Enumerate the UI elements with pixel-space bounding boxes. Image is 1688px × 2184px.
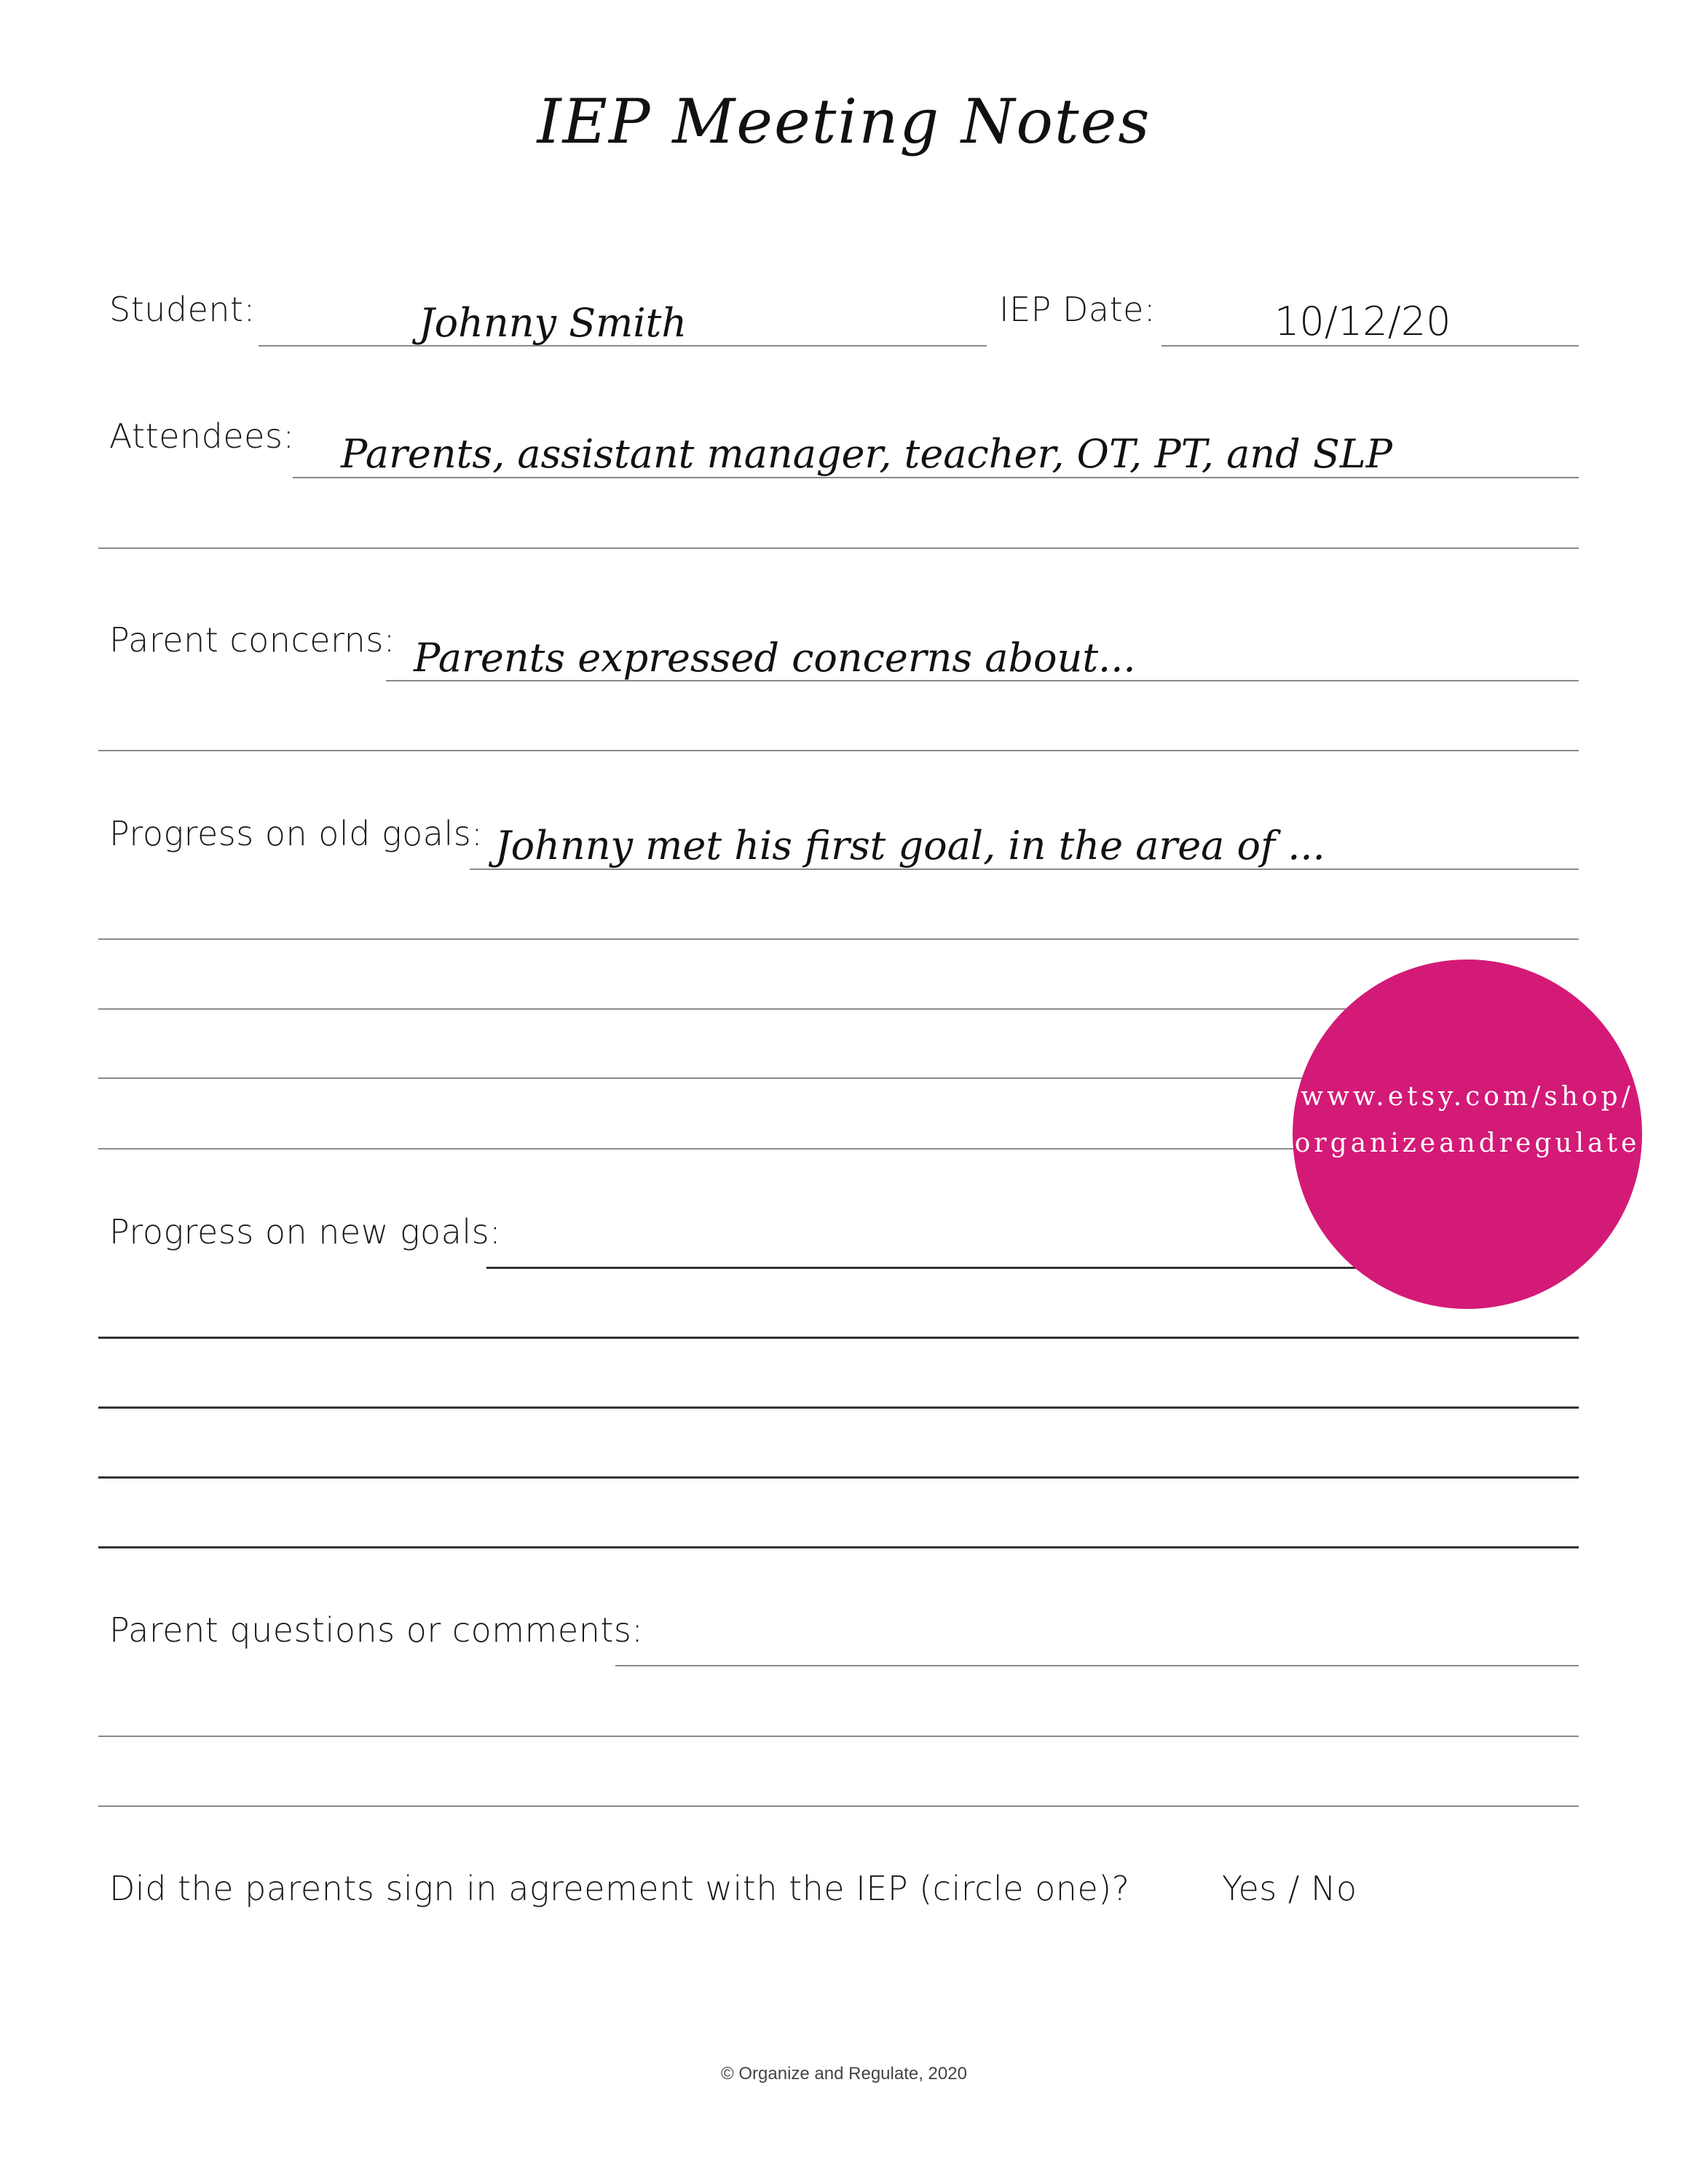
iep-date-value[interactable]: 10/12/20 (1274, 298, 1451, 344)
page-title: IEP Meeting Notes (537, 86, 1151, 157)
sign-agreement-options[interactable]: Yes / No (1222, 1869, 1357, 1908)
student-value[interactable]: Johnny Smith (419, 300, 687, 346)
new-goals-line-3 (98, 1406, 1579, 1409)
parent-questions-line[interactable] (615, 1665, 1579, 1666)
old-goals-value[interactable]: Johnny met his first goal, in the area of ... (495, 823, 1325, 869)
badge-url-line-1: www.etsy.com/shop/ (1301, 1082, 1634, 1112)
parent-questions-line-2 (98, 1736, 1579, 1737)
badge-url-line-2: organizeandregulate (1294, 1128, 1641, 1158)
iep-date-label: IEP Date: (999, 290, 1156, 329)
new-goals-label: Progress on new goals: (109, 1212, 502, 1251)
copyright-footer: © Organize and Regulate, 2020 (721, 2064, 967, 2084)
old-goals-line-2 (98, 938, 1579, 940)
attendees-label: Attendees: (109, 416, 295, 456)
parent-concerns-line-2 (98, 750, 1579, 751)
new-goals-line-2 (98, 1337, 1579, 1339)
parent-questions-line-3 (98, 1805, 1579, 1807)
parent-concerns-label: Parent concerns: (109, 620, 395, 660)
new-goals-line-4 (98, 1476, 1579, 1479)
parent-questions-label: Parent questions or comments: (109, 1610, 644, 1650)
attendees-line-2 (98, 547, 1579, 549)
new-goals-line-5 (98, 1546, 1579, 1548)
attendees-value[interactable]: Parents, assistant manager, teacher, OT, PT, and SLP (341, 431, 1392, 477)
old-goals-label: Progress on old goals: (109, 814, 484, 853)
old-goals-line (470, 869, 1579, 870)
parent-concerns-value[interactable]: Parents expressed concerns about... (414, 635, 1136, 681)
etsy-shop-badge (1293, 960, 1642, 1309)
iep-date-line (1162, 345, 1579, 347)
student-label: Student: (109, 290, 256, 329)
sign-agreement-question: Did the parents sign in agreement with the IEP (circle one)? (109, 1869, 1130, 1908)
attendees-line (293, 477, 1579, 478)
